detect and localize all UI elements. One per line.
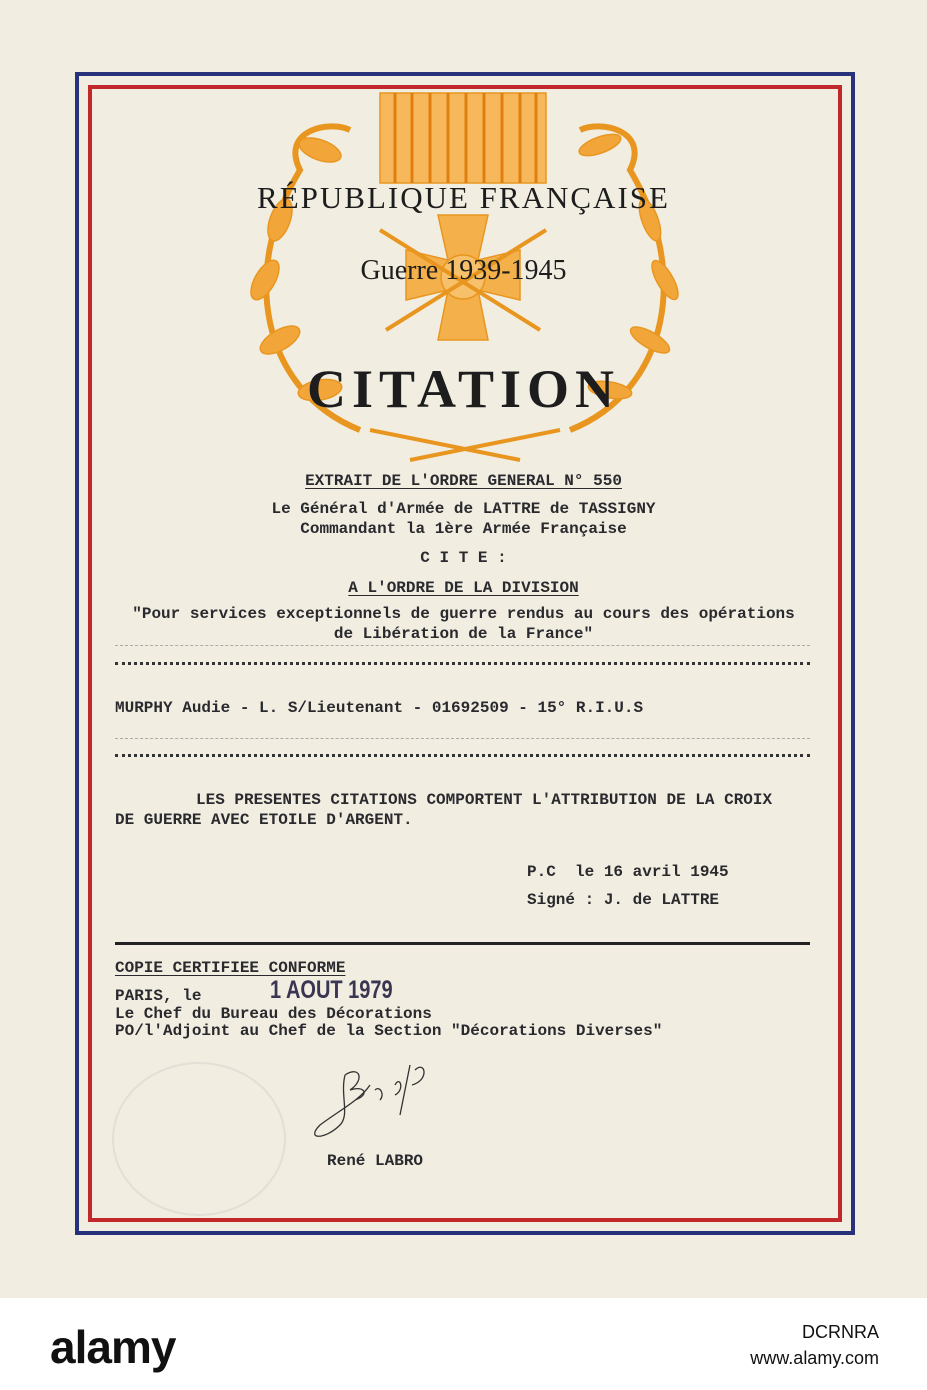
handwritten-signature-icon bbox=[300, 1055, 450, 1145]
general-name: Le Général d'Armée de LATTRE de TASSIGNY bbox=[271, 500, 656, 518]
war-subtitle: Guerre 1939-1945 bbox=[360, 255, 567, 286]
footer-banner bbox=[0, 1298, 927, 1390]
date-stamp: 1 AOUT 1979 bbox=[270, 976, 393, 1004]
paris-label: PARIS, le bbox=[115, 987, 202, 1005]
award-line-1: LES PRESENTES CITATIONS COMPORTENT L'ATTRIBUTION DE LA CROIX bbox=[196, 791, 773, 809]
website-url[interactable]: www.alamy.com bbox=[750, 1348, 879, 1368]
extract-reference: EXTRAIT DE L'ORDRE GENERAL N° 550 bbox=[305, 472, 622, 490]
dotted-divider bbox=[115, 662, 810, 665]
command-line: Commandant la 1ère Armée Française bbox=[300, 520, 627, 538]
recipient: MURPHY Audie - L. S/Lieutenant - 01692509 - 15° R.I.U.S bbox=[115, 699, 644, 717]
order-level: A L'ORDRE DE LA DIVISION bbox=[348, 579, 579, 597]
image-id: DCRNRA bbox=[801, 1322, 879, 1342]
dotted-divider bbox=[115, 754, 810, 757]
deputy-line: PO/l'Adjoint au Chef de la Section "Décorations Diverses" bbox=[115, 1022, 663, 1040]
dashed-divider bbox=[115, 738, 810, 739]
dashed-divider bbox=[115, 645, 810, 646]
alamy-logo: alamy bbox=[50, 1321, 176, 1373]
reason-line-1: "Pour services exceptionnels de guerre rendus au cours des opérations bbox=[132, 605, 795, 623]
signed-line: Signé : J. de LATTRE bbox=[527, 891, 720, 909]
signatory-name: René LABRO bbox=[327, 1152, 424, 1170]
page-title: CITATION bbox=[306, 359, 621, 419]
certification-heading: COPIE CERTIFIEE CONFORME bbox=[115, 959, 346, 977]
award-line-2: DE GUERRE AVEC ETOILE D'ARGENT. bbox=[115, 811, 413, 829]
official-seal bbox=[112, 1062, 286, 1216]
reason-line-2: de Libération de la France" bbox=[333, 625, 594, 643]
republic-heading: RÉPUBLIQUE FRANÇAISE bbox=[257, 180, 670, 215]
place-date: P.C le 16 avril 1945 bbox=[527, 863, 729, 881]
cite-label: C I T E : bbox=[420, 549, 507, 567]
chief-line: Le Chef du Bureau des Décorations bbox=[115, 1005, 432, 1023]
section-divider bbox=[115, 942, 810, 945]
